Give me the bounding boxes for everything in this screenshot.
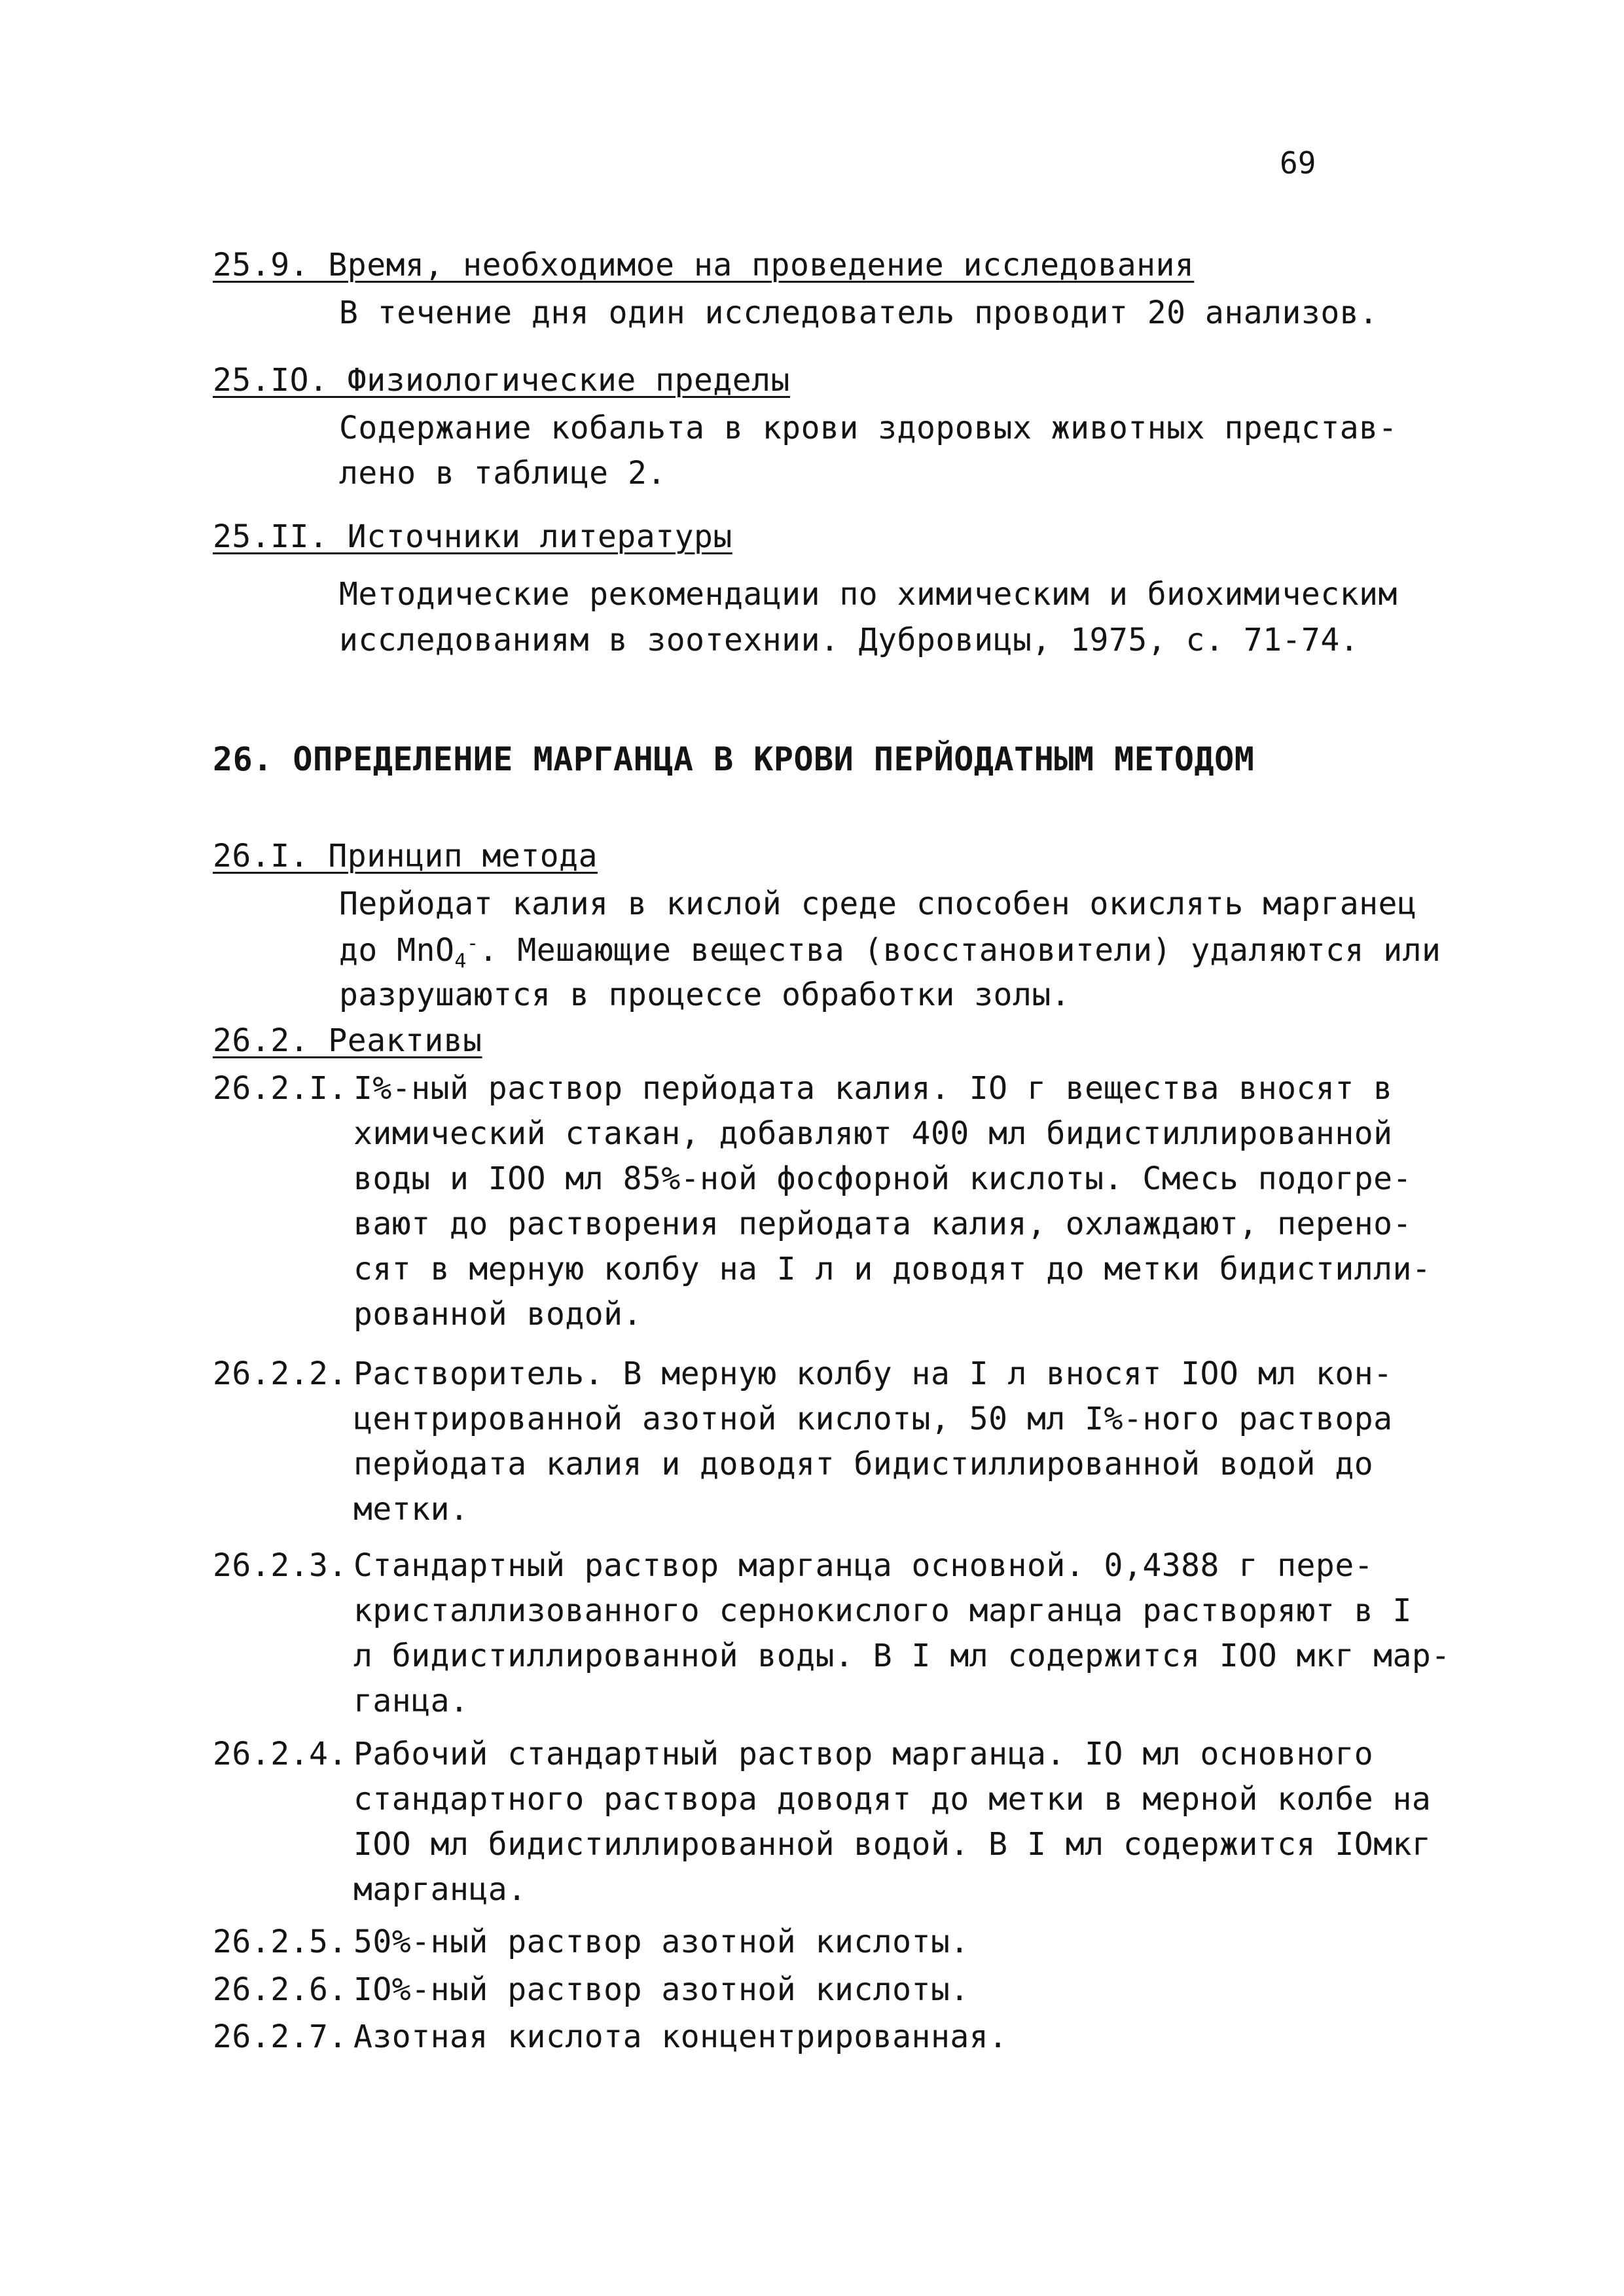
reagent-number: 26.2.6. (213, 1971, 348, 2008)
reagent-text-line: 50%-ный раствор азотной кислоты. (353, 1924, 969, 1960)
reagent-text-line: стандартного раствора доводят до метки в мерной колбе на (353, 1781, 1432, 1818)
section-text-26-1-line2: до MnO$_4$-. Мешающие вещества (восстановители) удаляются или (339, 932, 1441, 973)
reagent-text-line: марганца. (353, 1871, 527, 1908)
page-number: 69 (1280, 145, 1316, 181)
reagent-text-line: IOO мл бидистиллированной водой. В I мл содержится IOмкг (353, 1826, 1432, 1863)
section-text-25-10-line1: Содержание кобальта в крови здоровых животных представ- (339, 410, 1398, 446)
reagent-text-line: л бидистиллированной воды. В I мл содержится IOO мкг мар- (353, 1638, 1451, 1674)
reagent-text-line: кристаллизованного сернокислого марганца растворяют в I (353, 1592, 1412, 1629)
section-heading-26-2: 26.2. Реактивы (213, 1022, 482, 1059)
section-text-26-1-line1: Перйодат калия в кислой среде способен окислять марганец (339, 886, 1417, 922)
reagent-text-line: I%-ный раствор перйодата калия. IO г вещества вносят в (353, 1070, 1393, 1107)
reagent-text-line: центрированной азотной кислоты, 50 мл I%-ного раствора (353, 1401, 1393, 1437)
reagent-text-line: Рабочий стандартный раствор марганца. IO мл основного (353, 1736, 1374, 1772)
section-heading-25-9: 25.9. Время, необходимое на проведение исследования (213, 247, 1195, 283)
reagent-number: 26.2.I. (213, 1070, 348, 1107)
reagent-number: 26.2.3. (213, 1547, 348, 1584)
chapter-title: 26. ОПРЕДЕЛЕНИЕ МАРГАНЦА В КРОВИ ПЕРЙОДАТНЫМ МЕТОДОМ (213, 740, 1255, 778)
reagent-text-line: IO%-ный раствор азотной кислоты. (353, 1971, 969, 2008)
reagent-text-line: вают до растворения перйодата калия, охлаждают, перено- (353, 1206, 1412, 1242)
section-text-25-9: В течение дня один исследователь проводит 20 анализов. (339, 295, 1379, 331)
reagent-text-line: рованной водой. (353, 1296, 642, 1333)
section-text-25-10-line2: лено в таблице 2. (339, 455, 666, 492)
formula-mno4: до MnO$_4$- (339, 932, 479, 973)
reagent-number: 26.2.4. (213, 1736, 348, 1772)
reagent-text-line: Стандартный раствор марганца основной. 0,4388 г пере- (353, 1547, 1374, 1584)
reagent-text-line: ганца. (353, 1683, 469, 1719)
section-text-25-11-line1: Методические рекомендации по химическим и биохимическим (339, 576, 1398, 613)
reagent-text-line: сят в мерную колбу на I л и доводят до метки бидистилли- (353, 1251, 1432, 1287)
reagent-number: 26.2.7. (213, 2018, 348, 2055)
section-text-25-11-line2: исследованиям в зоотехнии. Дубровицы, 1975, с. 71-74. (339, 622, 1360, 658)
reagent-text-line: перйодата калия и доводят бидистиллированной водой до (353, 1446, 1374, 1482)
section-heading-25-10: 25.IO. Физиологические пределы (213, 362, 790, 399)
section-heading-26-1: 26.I. Принцип метода (213, 838, 598, 874)
section-heading-25-11: 25.II. Источники литературы (213, 518, 732, 555)
section-text-26-1-line3: разрушаются в процессе обработки золы. (339, 977, 1071, 1013)
reagent-text-line: воды и IOO мл 85%-ной фосфорной кислоты. Смесь подогре- (353, 1160, 1412, 1197)
reagent-number: 26.2.2. (213, 1355, 348, 1392)
reagent-number: 26.2.5. (213, 1924, 348, 1960)
reagent-text-line: химический стакан, добавляют 400 мл бидистиллированной (353, 1115, 1393, 1152)
reagent-text-line: Растворитель. В мерную колбу на I л вносят IOO мл кон- (353, 1355, 1393, 1392)
reagent-text-line: метки. (353, 1491, 469, 1528)
reagent-text-line: Азотная кислота концентрированная. (353, 2018, 1008, 2055)
